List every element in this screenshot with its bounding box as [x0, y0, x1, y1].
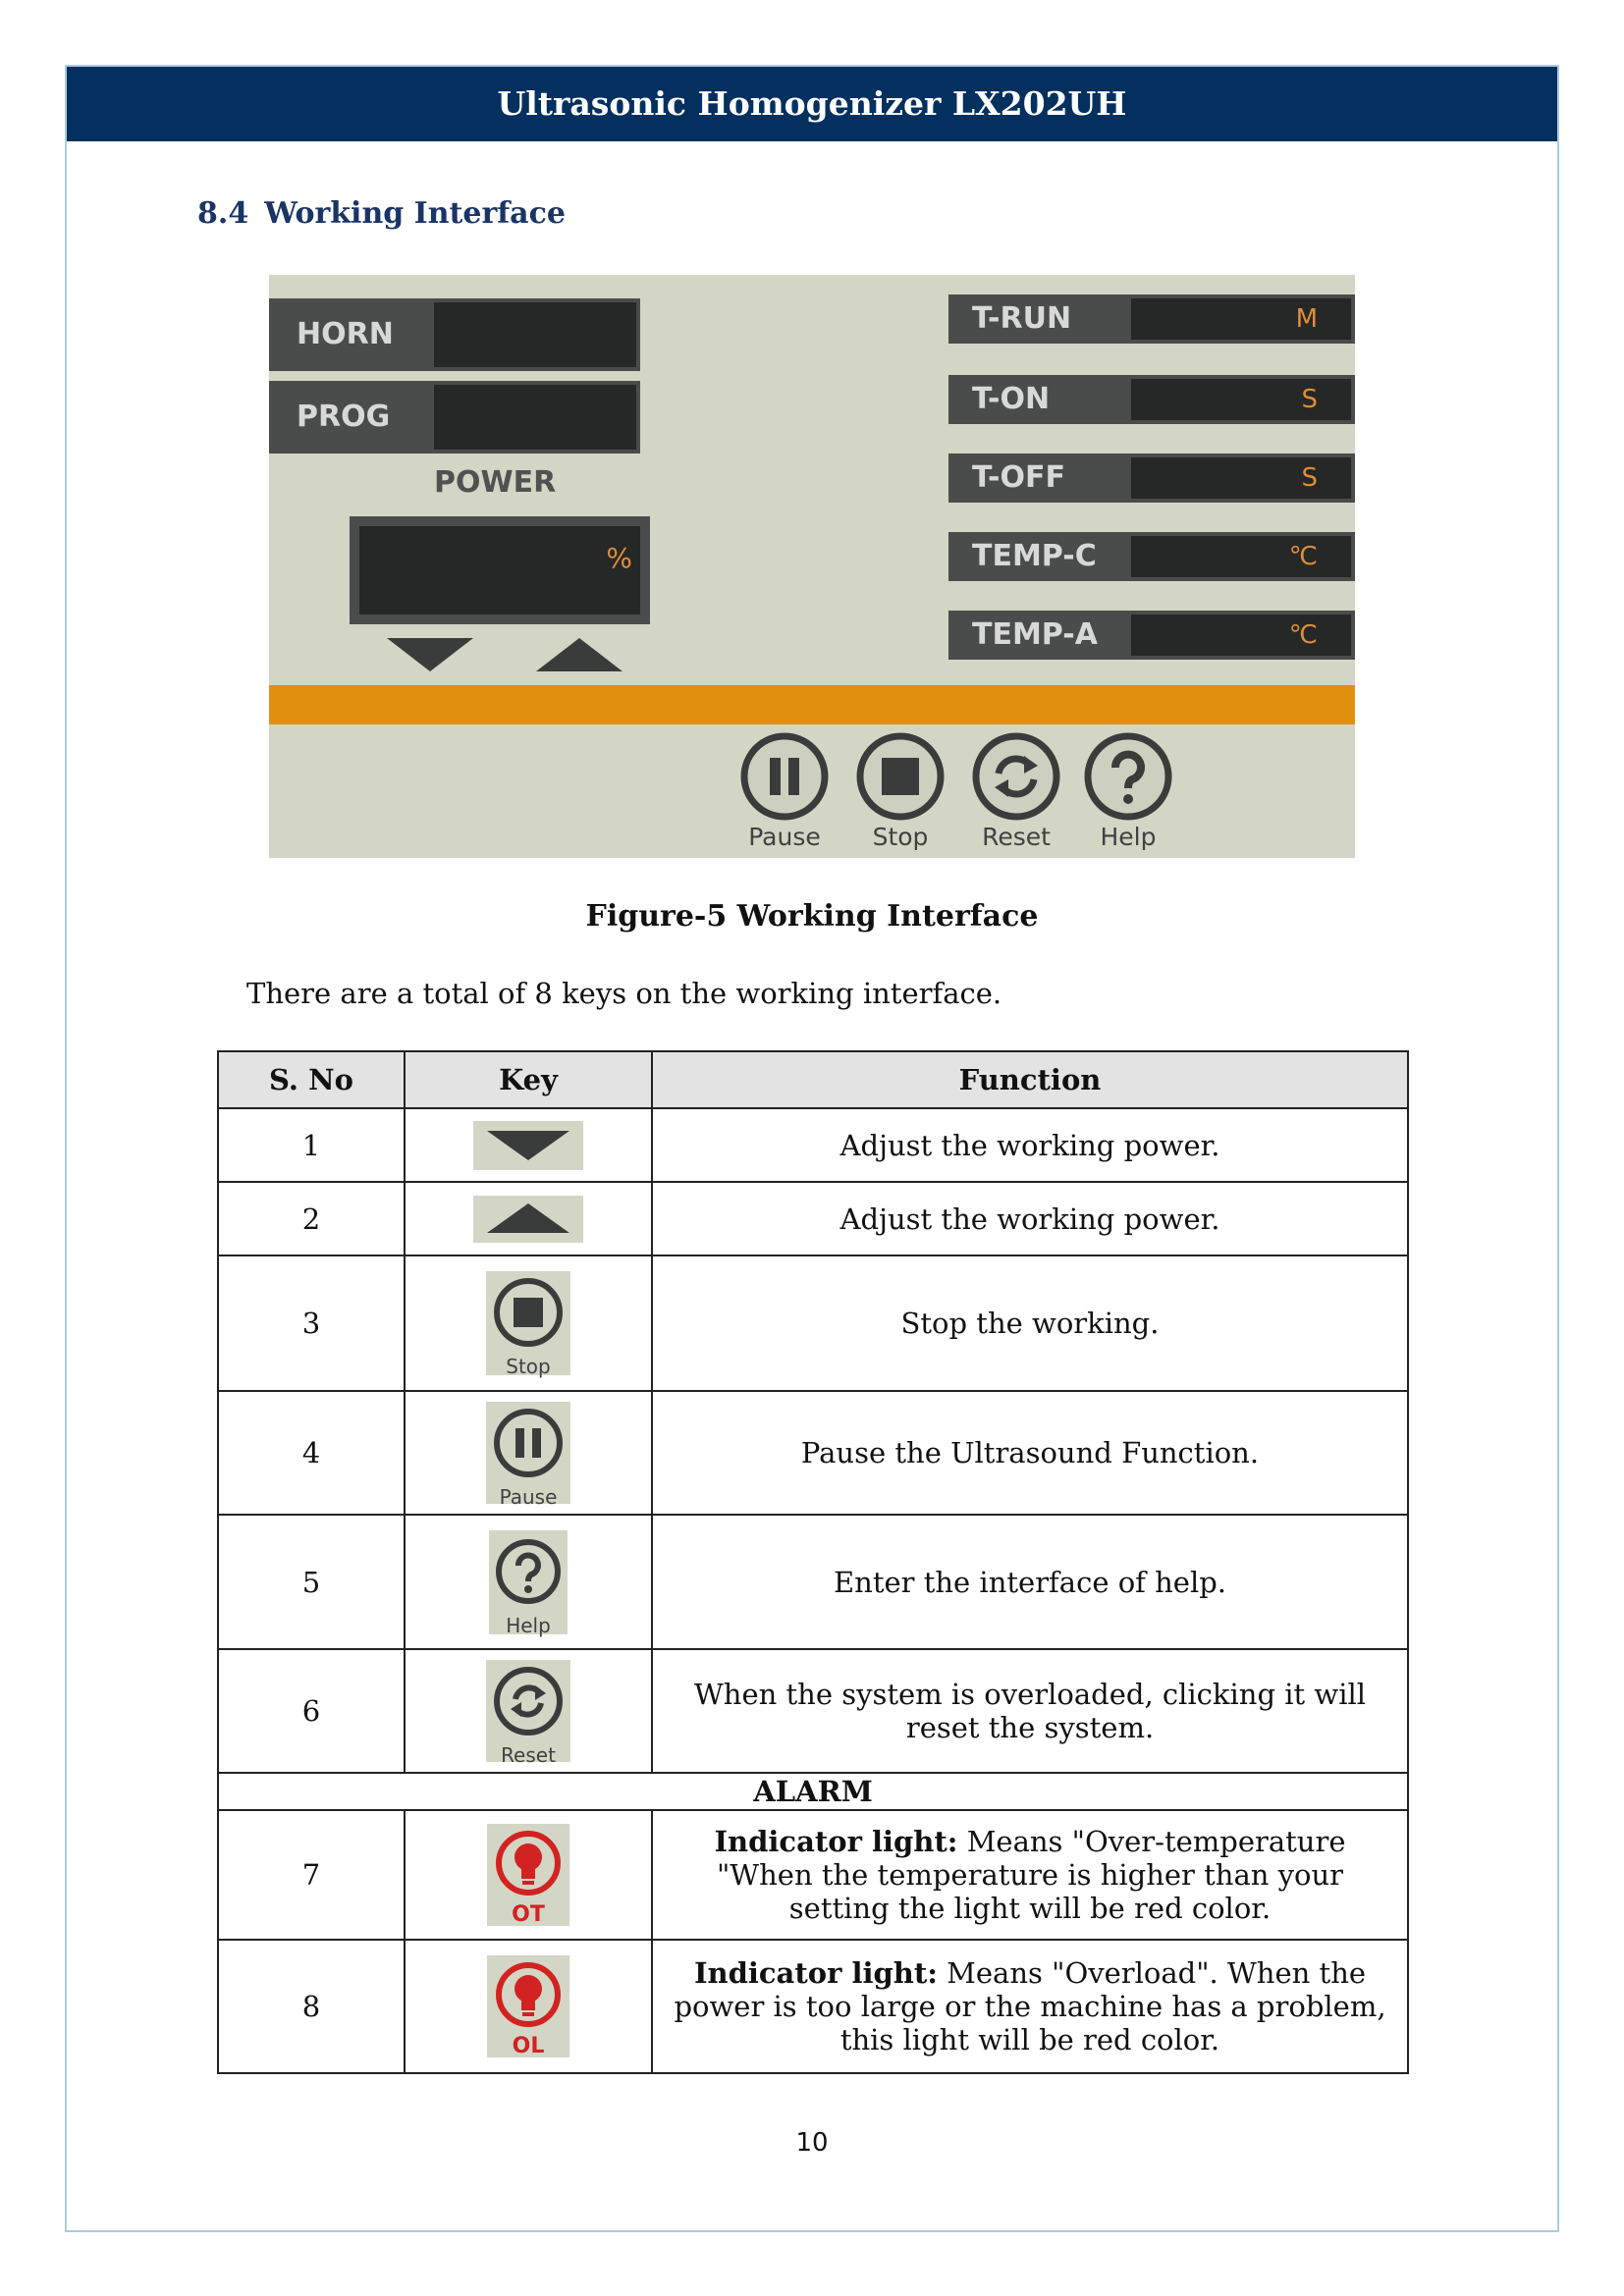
over-temperature-indicator-icon: OT	[487, 1824, 569, 1926]
table-row	[218, 1810, 1408, 1940]
up-arrow-icon	[473, 1196, 583, 1243]
help-button[interactable]	[1074, 732, 1182, 850]
figure-caption: Figure-5 Working Interface	[585, 899, 1039, 934]
working-interface-panel	[269, 275, 1355, 858]
horn-field	[269, 298, 640, 371]
t-off-unit: S	[1301, 463, 1318, 493]
row-function: Enter the interface of help.	[652, 1515, 1408, 1649]
reset-label: Reset	[982, 823, 1051, 851]
row-function: Indicator light: Means "Over-temperature "When the temperature is higher than your setting the light will be red color.	[652, 1810, 1408, 1940]
intro-text: There are a total of 8 keys on the working interface.	[246, 977, 1002, 1010]
keys-table	[217, 1050, 1409, 2074]
temp-c-label: TEMP-C	[972, 539, 1097, 573]
alarm-label: ALARM	[218, 1773, 1408, 1810]
row-number: 2	[218, 1182, 405, 1255]
page-number: 10	[795, 2128, 829, 2158]
power-label: POWER	[434, 465, 557, 500]
header-key: Key	[405, 1051, 652, 1108]
alarm-row	[218, 1773, 1408, 1810]
t-off-field	[948, 454, 1355, 503]
page-header: Ultrasonic Homogenizer LX202UH	[67, 67, 1557, 141]
t-on-unit: S	[1301, 385, 1318, 414]
t-on-field	[948, 375, 1355, 424]
temp-c-unit: ℃	[1288, 542, 1318, 571]
pause-icon	[737, 732, 832, 821]
help-label: Help	[1100, 823, 1157, 851]
row-function: Adjust the working power.	[652, 1182, 1408, 1255]
row-number: 6	[218, 1649, 405, 1773]
table-row	[218, 1940, 1408, 2073]
overload-indicator-icon: OL	[487, 1955, 569, 2057]
power-display	[350, 516, 650, 624]
t-run-field	[948, 294, 1355, 344]
table-row	[218, 1391, 1408, 1515]
pause-icon: Pause	[486, 1402, 570, 1504]
power-down-button[interactable]	[387, 638, 473, 671]
section-number: 8.4	[197, 196, 249, 231]
t-on-label: T-ON	[972, 382, 1051, 416]
row-number: 5	[218, 1515, 405, 1649]
reset-icon	[969, 732, 1063, 821]
down-arrow-icon	[473, 1121, 583, 1170]
status-bar	[269, 685, 1355, 724]
pause-button[interactable]	[731, 732, 839, 850]
help-icon	[1081, 732, 1175, 821]
table-row	[218, 1515, 1408, 1649]
row-function: When the system is overloaded, clicking it will reset the system.	[652, 1649, 1408, 1773]
temp-c-field	[948, 532, 1355, 581]
temp-a-field	[948, 611, 1355, 660]
table-row	[218, 1108, 1408, 1182]
row-number: 8	[218, 1940, 405, 2073]
stop-icon: Stop	[486, 1271, 570, 1375]
table-header-row	[218, 1051, 1408, 1108]
reset-button[interactable]	[962, 732, 1070, 850]
row-number: 7	[218, 1810, 405, 1940]
stop-icon	[853, 732, 947, 821]
row-number: 4	[218, 1391, 405, 1515]
t-run-unit: M	[1295, 304, 1318, 334]
t-off-label: T-OFF	[972, 460, 1065, 495]
help-icon: Help	[489, 1530, 568, 1634]
header-sno: S. No	[218, 1051, 405, 1108]
section-title: Working Interface	[264, 196, 566, 231]
t-run-label: T-RUN	[972, 301, 1072, 336]
row-function: Stop the working.	[652, 1255, 1408, 1391]
row-number: 1	[218, 1108, 405, 1182]
table-row	[218, 1649, 1408, 1773]
stop-button[interactable]	[846, 732, 954, 850]
horn-display	[434, 302, 636, 367]
row-function: Indicator light: Means "Overload". When the power is too large or the machine has a problem, this light will be red color.	[652, 1940, 1408, 2073]
row-function: Pause the Ultrasound Function.	[652, 1391, 1408, 1515]
power-unit: %	[606, 542, 632, 574]
header-function: Function	[652, 1051, 1408, 1108]
horn-label: HORN	[297, 317, 394, 351]
prog-label: PROG	[297, 400, 391, 434]
power-up-button[interactable]	[536, 638, 623, 671]
row-function: Adjust the working power.	[652, 1108, 1408, 1182]
table-row	[218, 1255, 1408, 1391]
row-number: 3	[218, 1255, 405, 1391]
reset-icon: Reset	[486, 1660, 570, 1762]
prog-field	[269, 381, 640, 454]
prog-display	[434, 385, 636, 450]
table-row	[218, 1182, 1408, 1255]
pause-label: Pause	[748, 823, 821, 851]
temp-a-unit: ℃	[1288, 620, 1318, 650]
temp-a-label: TEMP-A	[972, 617, 1098, 652]
section-heading	[197, 196, 566, 231]
stop-label: Stop	[872, 823, 929, 851]
